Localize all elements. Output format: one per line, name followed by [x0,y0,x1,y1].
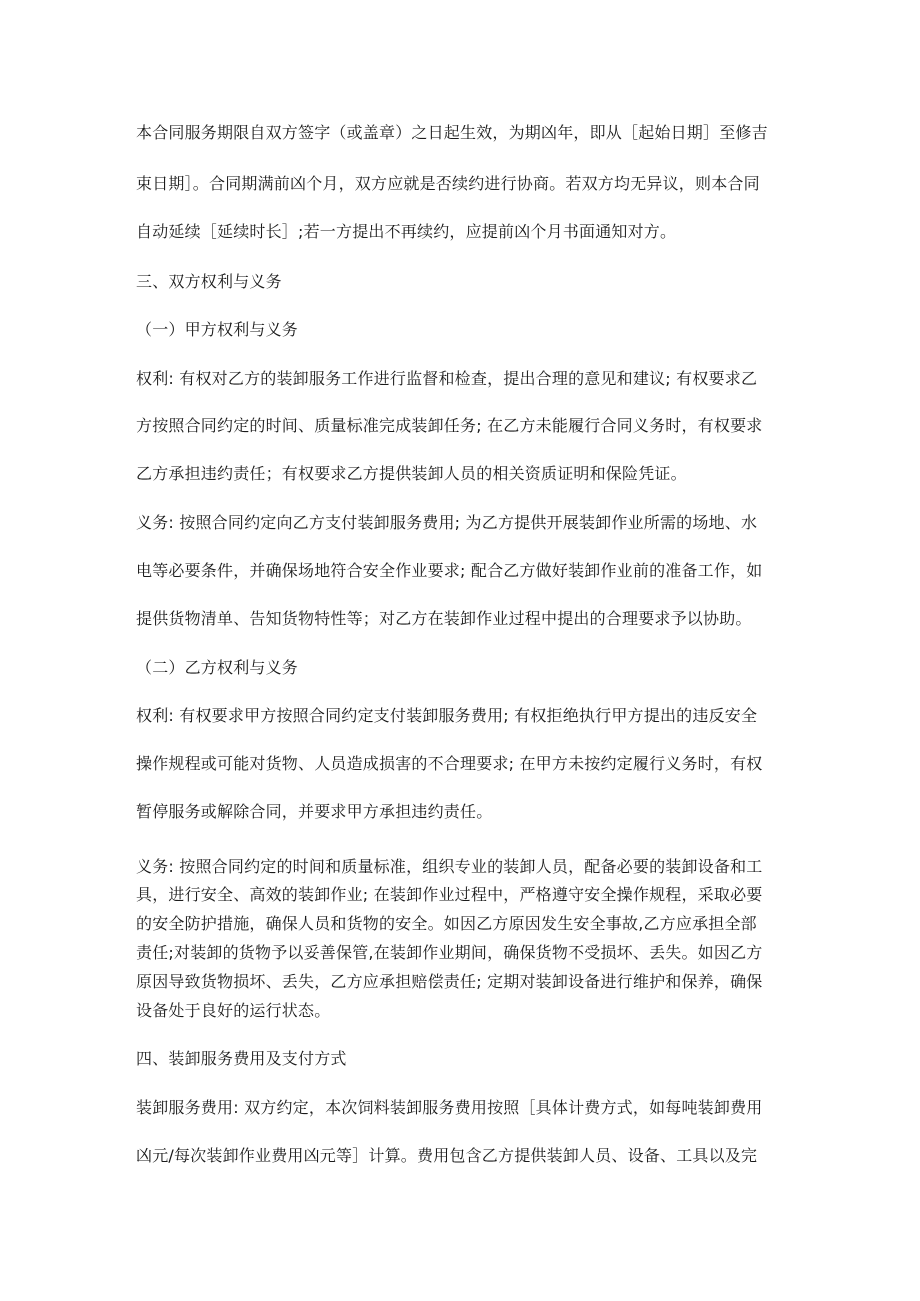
text-line: 提供货物清单、告知货物特性等；对乙方在装卸作业过程中提出的合理要求予以协助。 [136,609,752,628]
section-heading: 四、装卸服务费用及支付方式 [136,1049,347,1068]
text-line: 权利: 有权对乙方的装卸服务工作进行监督和检查，提出合理的意见和建议; 有权要求乙 [136,369,758,388]
text-line: 义务: 按照合同约定向乙方支付装卸服务费用; 为乙方提供开展装卸作业所需的场地、水 [136,513,758,532]
text-line: 设备处于良好的运行状态。 [136,1001,331,1020]
text-line: 装卸服务费用: 双方约定，本次饲料装卸服务费用按照［具体计费方式，如每吨装卸费用 [136,1098,763,1117]
text-line: 义务: 按照合同约定的时间和质量标准，组织专业的装卸人员，配备必要的装卸设备和工 [136,857,763,876]
text-line: 的安全防护措施，确保人员和货物的安全。如因乙方原因发生安全事故,乙方应承担全部 [136,914,757,933]
text-line: 方按照合同约定的时间、质量标准完成装卸任务; 在乙方未能履行合同义务时，有权要求 [136,416,763,435]
subsection-heading: （一）甲方权利与义务 [136,320,299,339]
text-line: 束日期］。合同期满前凶个月，双方应就是否续约进行协商。若双方均无异议，则本合同 [136,174,760,193]
text-line: 自动延续［延续时长］;若一方提出不再续约，应提前凶个月书面通知对方。 [136,222,677,241]
text-line: 责任;对装卸的货物予以妥善保管,在装卸作业期间，确保货物不受损坏、丢失。如因乙方 [136,943,763,962]
text-line: 本合同服务期限自双方签字（或盖章）之日起生效，为期凶年，即从［起始日期］至修吉 [136,123,768,142]
text-line: 暂停服务或解除合同，并要求甲方承担违约责任。 [136,802,493,821]
text-line: 原因导致货物损坏、丢失，乙方应承担赔偿责任; 定期对装卸设备进行维护和保养，确保 [136,972,763,991]
subsection-heading: （二）乙方权利与义务 [136,658,299,677]
text-line: 操作规程或可能对货物、人员造成损害的不合理要求; 在甲方未按约定履行义务时，有权 [136,754,763,773]
text-line: 权利: 有权要求甲方按照合同约定支付装卸服务费用; 有权拒绝执行甲方提出的违反安全 [136,706,758,725]
section-heading: 三、双方权利与义务 [136,272,282,291]
text-line: 电等必要条件，并确保场地符合安全作业要求; 配合乙方做好装卸作业前的准备工作，如 [136,561,763,580]
text-line: 具，进行安全、高效的装卸作业; 在装卸作业过程中，严格遵守安全操作规程，采取必要 [136,885,763,904]
text-line: 凶元/每次装卸作业费用凶元等］计算。费用包含乙方提供装卸人员、设备、工具以及完 [136,1146,758,1165]
text-line: 乙方承担违约责任；有权要求乙方提供装卸人员的相关资质证明和保险凭证。 [136,464,687,483]
